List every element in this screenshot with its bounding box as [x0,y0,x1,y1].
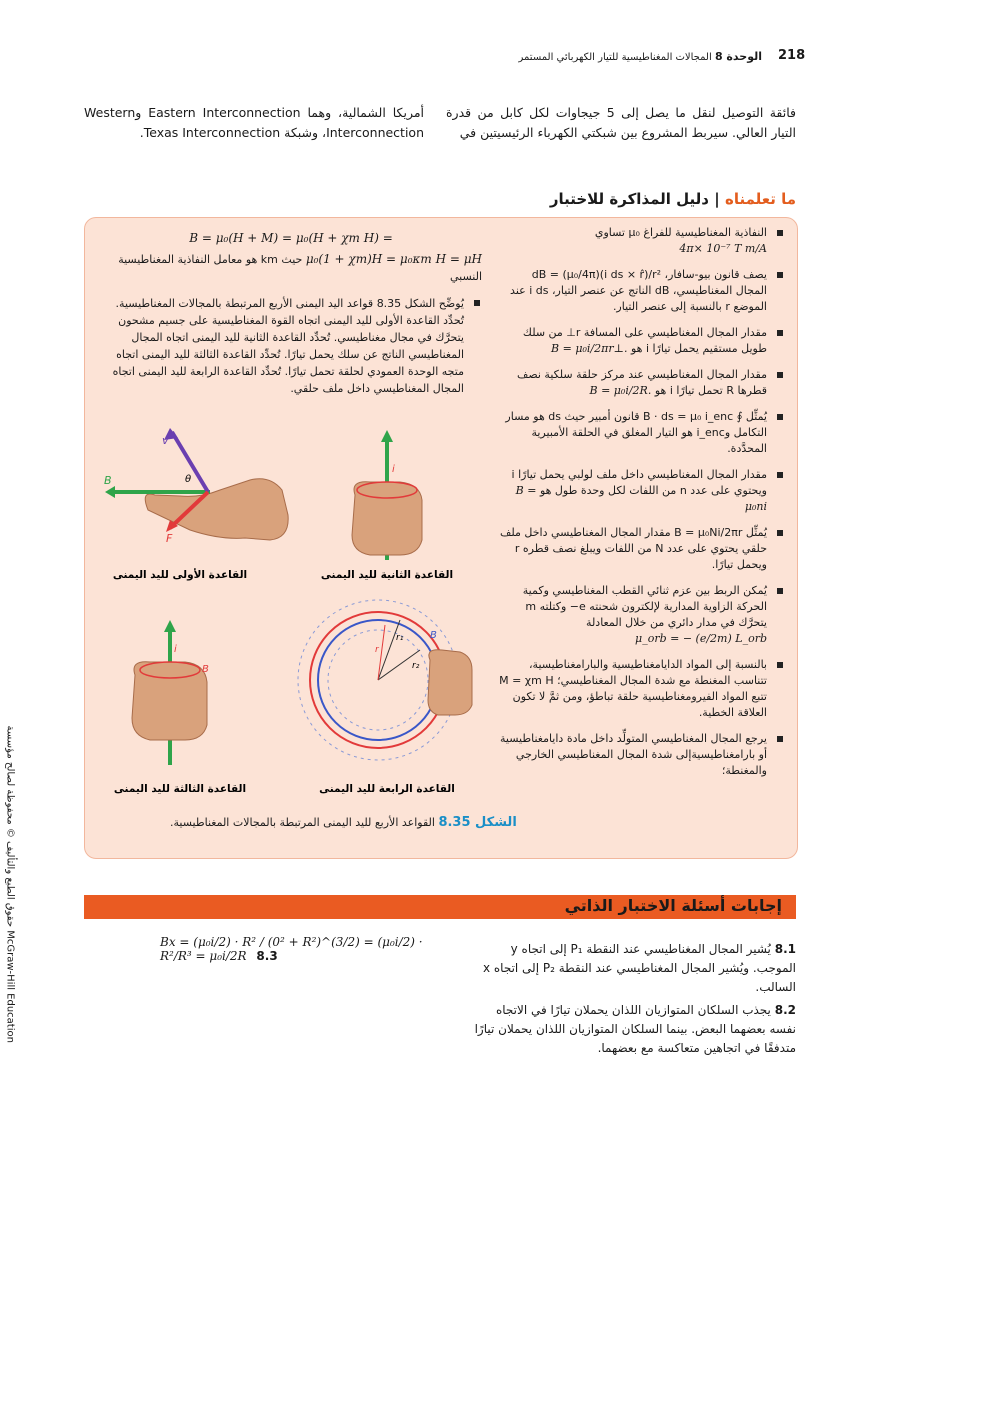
copyright-sidebar [0,720,20,1060]
right-hand-rules-figure [100,420,482,800]
answer-8-3-number: 8.3 [256,949,278,963]
rule4-r1-label: r₁ [396,633,404,643]
running-header [519,50,763,63]
figure-caption-text: القواعد الأربع لليد اليمنى المرتبطة بالمجالات المغناطيسية. [170,816,435,829]
answers-right [466,940,796,1058]
rule3-i-label: i [174,644,177,655]
rule3-b-label: B [202,664,209,675]
answer-8-2: 8.2 يجذب السلكان المتوازيان اللذان يحملان تيارًا في الاتجاه نفسه بعضهما البعض. بينما السلكان المتوازيان اللذان يحملان تيارًا متدفقًا في اتجاهين متعاكسة مع بعضهما. [474,1003,796,1055]
list-item: بالنسبة إلى المواد الدايامغناطيسية والبارامغناطيسية، تتناسب المغنطة مع شدة المجال المغناطيسي؛ M = χm H تتبع المواد الفيرومغناطيسية حلقة تباطؤ، ومن ثمَّ لا تكون العلاقة الخطية. [499,657,785,721]
unit-label: الوحدة 8 [714,50,762,63]
list-item: يُمكن الربط بين عزم ثنائي القطب المغناطيسي وكمية الحركة الزاوية المدارية لإلكترون شحنته e− وكتلته m يتحرَّك في مدار دائري من خلال المعادلة μ_orb = − (e/2m) L_orb [499,583,785,647]
equation-note: حيث km هو معامل النفاذية المغناطيسية النسبي [118,253,482,283]
list-item: مقدار المجال المغناطيسي داخل ملف لولبي يحمل تيارًا i ويحتوي على عدد n من اللفات لكل وحدة طول هو B = μ₀ni [499,467,785,515]
figure-caption [170,815,517,830]
list-item: يُمثِّل ∮ B · ds = μ₀ i_enc قانون أمبير حيث ds هو مسار التكامل وi_enc هو التيار المغلق في الحلقة الأمبيرية المحدَّدة. [499,409,785,457]
section-heading-accent: ما تعلمناه [724,190,796,208]
rule1-b-label: B [104,474,112,487]
rule4-r-label: r [375,645,379,655]
list-item: يصف قانون بيو-سافار، dB = (μ₀/4π)(i ds × r̂)/r² المجال المغناطيسي، dB الناتج عن عنصر التيار، i ds عند الموضع r بالنسبة إلى عنصر التيار. [499,267,785,315]
section-heading-sep: | [714,190,720,208]
rule2-caption: القاعدة الثانية لليد اليمنى [320,569,454,581]
rule3-caption: القاعدة الثالثة لليد اليمنى [113,783,247,795]
rule4-b-label: B [430,630,437,641]
rules-paragraph: يُوضِّح الشكل 8.35 قواعد اليد اليمنى الأربع المرتبطة بالمجالات المغناطيسية. تُحدِّد القاعدة الأولى لليد اليمنى اتجاه القوة المغناطيسية على جسيم مشحون يتحرَّك في مجال مغناطيسي. تُحدِّد القاعدة الثانية لليد اليمنى اتجاه المجال المغناطيسي الناتج عن سلك يحمل تيارًا. تُحدِّد القاعدة الثالثة لليد اليمنى اتجاه متجه الوحدة العمودي لحلقة تحمل تيارًا. تُحدِّد القاعدة الرابعة لليد اليمنى اتجاه المجال المغناطيسي داخل ملف حلقي. [100,295,482,397]
intro-paragraph-right: فائقة التوصيل لنقل ما يصل إلى 5 جيجاوات لكل كابل من قدرة التيار العالي. سيربط المشروع بين شبكتي الكهرباء الرئيسيتين في [446,105,796,140]
rule4-r2-label: r₂ [412,661,420,671]
rule4-illustration [298,600,472,760]
answers-heading-band [84,895,796,919]
rule2-illustration [352,430,422,560]
list-item: مقدار المجال المغناطيسي عند مركز حلقة سلكية نصف قطرها R تحمل تيارًا i هو B = μ₀i/2R. [499,367,785,399]
rule1-f-label: F [166,532,173,545]
rule1-caption: القاعدة الأولى لليد اليمنى [112,569,248,581]
equation-b-field: B = μ₀(H + M) = μ₀(H + χm H) = [189,231,393,245]
copyright-text: حقوق الطبع والتأليف © محفوظة لصالح مؤسسة McGraw-Hill Education [4,725,16,1043]
rule1-illustration [104,428,288,545]
rule1-theta-label: θ [185,474,192,485]
equation-b-field-cont: μ₀(1 + χm)H = μ₀κm H = μH [305,252,482,266]
list-item: يرجع المجال المغناطيسي المتولِّد داخل مادة دايامغناطيسية أو بارامغناطيسيةإلى شدة المجال المغناطيسي الخارجي والمغنطة؛ [499,731,785,779]
answers-title: إجابات أسئلة الاختبار الذاتي [564,896,782,915]
answer-8-3-equation: Bx = (μ₀i/2) · R² / (0² + R²)^(3/2) = (μ₀i/2) · R²/R³ = μ₀i/2R [160,935,423,963]
summary-list [499,225,785,789]
figure-label: الشكل 8.35 [438,815,517,830]
rule4-caption: القاعدة الرابعة لليد اليمنى [319,783,455,795]
answer-8-1: 8.1 يُشير المجال المغناطيسي عند النقطة P₁ إلى اتجاه y الموجب. ويُشير المجال المغناطيسي عند النقطة P₂ إلى اتجاه x السالب. [482,942,796,994]
answer-8-3 [160,935,430,963]
left-column [100,230,482,397]
list-item: النفاذية المغناطيسية للفراغ μ₀ تساوي 4π× 10⁻⁷ T m/A [499,225,785,257]
rule2-i-label: i [392,464,395,475]
intro-paragraph-left: أمريكا الشمالية، وهما Eastern Interconnection وWestern Interconnection، وشبكة Texas Interconnection. [84,105,425,140]
list-item: يُمثِّل B = μ₀Ni/2πr مقدار المجال المغناطيسي داخل ملف حلقي يحتوي على عدد N من اللفات ويبلغ نصف قطره r ويحمل تيارًا. [499,525,785,573]
section-heading [550,190,796,208]
page-number: 218 [778,48,806,63]
rule3-illustration [132,620,209,765]
list-item: مقدار المجال المغناطيسي على المسافة r⊥ من سلك طويل مستقيم يحمل تيارًا i هو B = μ₀i/2πr⊥. [499,325,785,357]
unit-title: المجالات المغناطيسية للتيار الكهربائي المستمر [518,52,712,63]
section-heading-title: دليل المذاكرة للاختبار [549,190,710,208]
rule1-v-label: v [162,434,169,447]
